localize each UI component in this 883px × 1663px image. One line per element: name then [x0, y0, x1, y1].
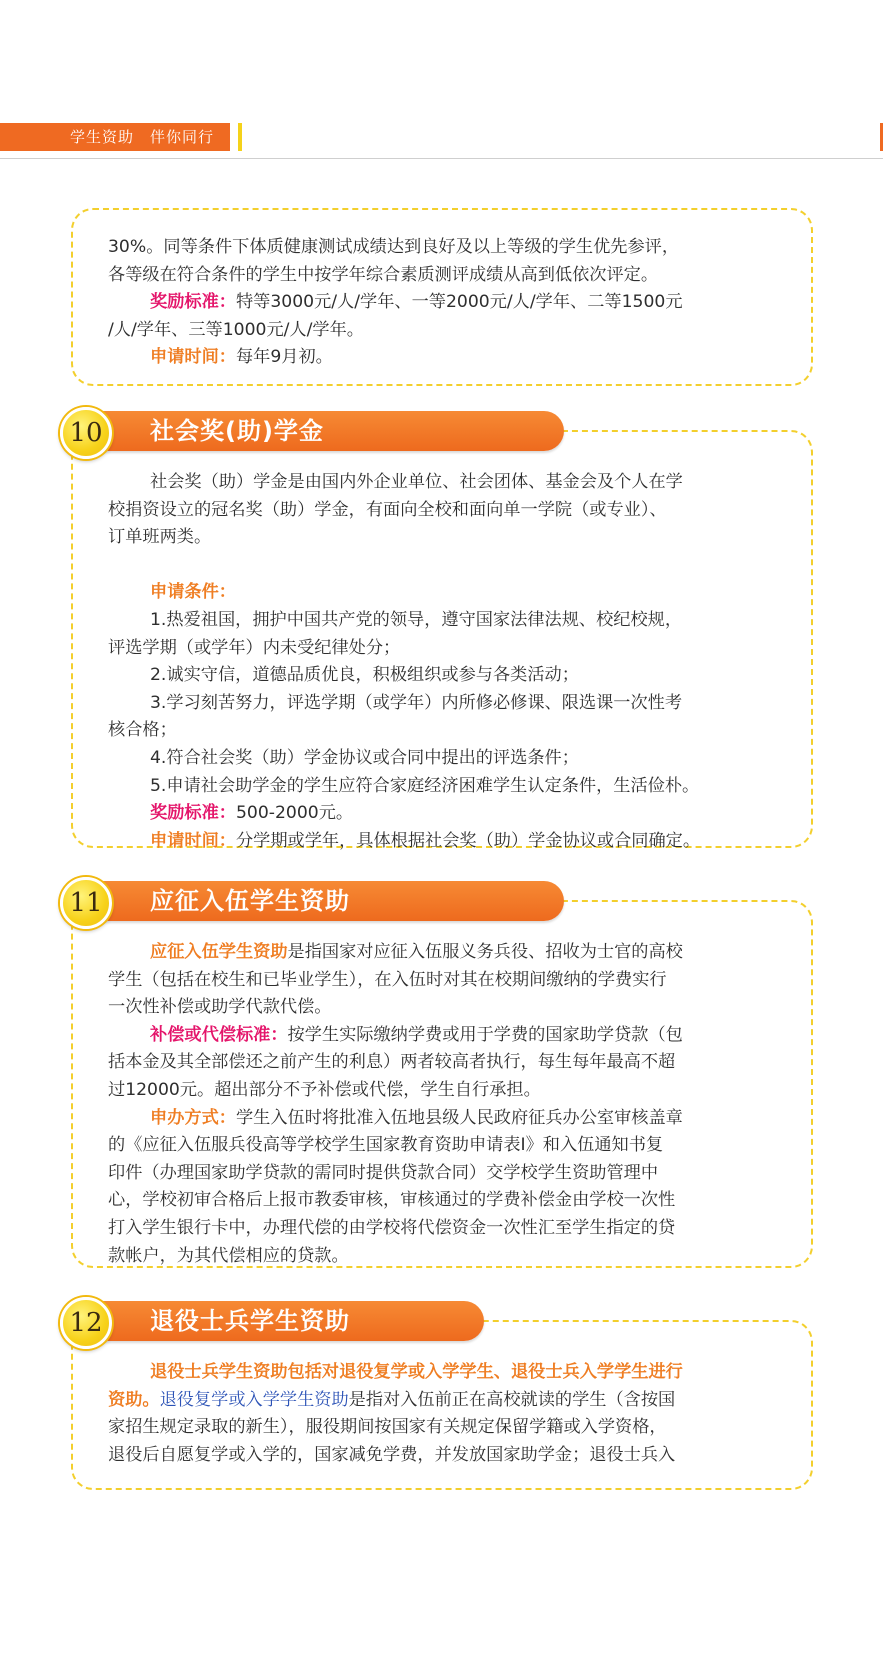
section-12-title: 退役士兵学生资助	[150, 1307, 350, 1335]
condition-item: 1.热爱祖国，拥护中国共产党的领导，遵守国家法律法规、校纪校规，	[150, 609, 683, 630]
condition-item: 2.诚实守信，道德品质优良，积极组织或参与各类活动；	[150, 665, 579, 686]
procedure-line	[108, 1105, 778, 1133]
section-11-title: 应征入伍学生资助	[150, 887, 350, 915]
apply-time-line	[108, 828, 778, 856]
paragraph-line: /人/学年、三等1000元/人/学年。	[108, 319, 364, 340]
conditions-label: 申请条件：	[150, 582, 236, 603]
procedure-label: 申办方式：	[150, 1107, 236, 1128]
spacer	[108, 552, 778, 580]
paragraph-line: 的《应征入伍服兵役高等学校学生国家教育资助申请表Ⅰ》和入伍通知书复	[108, 1135, 664, 1156]
section-10-number-badge: 10	[60, 407, 112, 459]
top-box-text	[108, 234, 778, 372]
highlight-term: 退役复学或入学学生资助	[159, 1389, 349, 1410]
reward-standard-value: 500-2000元。	[235, 803, 354, 824]
section-11-header	[60, 877, 570, 925]
paragraph-line	[108, 939, 778, 967]
header-band: 学生资助 伴你同行	[0, 123, 230, 151]
condition-item: 3.学习刻苦努力，评选学期（或学年）内所修必修课、限选课一次性考	[150, 692, 683, 713]
paragraph-line: 学生（包括在校生和已毕业学生），在入伍时对其在校期间缴纳的学费实行	[108, 969, 667, 990]
apply-time-value: 分学期或学年，具体根据社会奖（助）学金协议或合同确定。	[235, 830, 701, 851]
condition-item: 5.申请社会助学金的学生应符合家庭经济困难学生认定条件，生活俭朴。	[150, 775, 700, 796]
intro-text: 是指国家对应征入伍服义务兵役、招收为士官的高校	[287, 942, 683, 962]
condition-item: 评选学期（或学年）内未受纪律处分；	[108, 637, 401, 658]
procedure-text: 学生入伍时将批准入伍地县级人民政府征兵办公室审核盖章	[235, 1107, 683, 1128]
paragraph-text: 是指对入伍前正在高校就读的学生（含按国	[348, 1389, 676, 1410]
reward-standard-line	[108, 289, 778, 317]
section-12-text	[108, 1359, 778, 1469]
section-10-header	[60, 407, 570, 455]
paragraph-line	[108, 1387, 778, 1415]
compensation-line	[108, 1022, 778, 1050]
apply-time-label: 申请时间：	[150, 830, 236, 851]
paragraph-line: 校捐资设立的冠名奖（助）学金，有面向全校和面向单一学院（或专业）、	[108, 499, 667, 520]
paragraph-line: 款帐户，为其代偿相应的贷款。	[108, 1245, 349, 1266]
header-divider	[0, 158, 883, 159]
section-11-number-badge: 11	[60, 877, 112, 929]
apply-time-value: 每年9月初。	[235, 347, 333, 368]
intro-label: 应征入伍学生资助	[150, 942, 288, 962]
compensation-text: 按学生实际缴纳学费或用于学费的国家助学贷款（包	[287, 1024, 683, 1045]
compensation-label: 补偿或代偿标准：	[150, 1024, 288, 1045]
paragraph-line: 印件（办理国家助学贷款的需同时提供贷款合同）交学校学生资助管理中	[108, 1162, 659, 1183]
section-10-title: 社会奖(助)学金	[150, 417, 324, 445]
condition-item: 4.符合社会奖（助）学金协议或合同中提出的评选条件；	[150, 747, 579, 768]
section-10-text	[108, 469, 778, 855]
paragraph-line: 家招生规定录取的新生），服役期间按国家有关规定保留学籍或入学资格，	[108, 1417, 667, 1438]
section-12-number-badge: 12	[60, 1297, 112, 1349]
condition-item: 核合格；	[108, 720, 177, 741]
paragraph-line: 过12000元。超出部分不予补偿或代偿，学生自行承担。	[108, 1079, 541, 1100]
paragraph-line: 退役后自愿复学或入学的，国家减免学费，并发放国家助学金；退役士兵入	[108, 1444, 676, 1465]
section-12-header	[60, 1297, 490, 1345]
header-accent-bar	[238, 123, 242, 151]
lead-line: 退役士兵学生资助包括对退役复学或入学学生、退役士兵入学学生进行	[150, 1362, 683, 1382]
apply-time-line	[108, 344, 778, 372]
reward-standard-value: 特等3000元/人/学年、一等2000元/人/学年、二等1500元	[235, 292, 683, 313]
lead-text: 资助。	[108, 1389, 160, 1410]
apply-time-label: 申请时间：	[150, 347, 236, 368]
paragraph-line: 各等级在符合条件的学生中按学年综合素质测评成绩从高到低依次评定。	[108, 264, 659, 285]
reward-standard-line	[108, 800, 778, 828]
paragraph-line: 打入学生银行卡中，办理代偿的由学校将代偿资金一次性汇至学生指定的贷	[108, 1217, 676, 1238]
paragraph-line: 社会奖（助）学金是由国内外企业单位、社会团体、基金会及个人在学	[150, 472, 683, 492]
paragraph-line: 心，学校初审合格后上报市教委审核，审核通过的学费补偿金由学校一次性	[108, 1190, 676, 1211]
paragraph-line: 30%。同等条件下体质健康测试成绩达到良好及以上等级的学生优先参评，	[108, 237, 680, 257]
section-11-text	[108, 939, 778, 1270]
reward-standard-label: 奖励标准：	[150, 803, 236, 824]
paragraph-line: 一次性补偿或助学代款代偿。	[108, 997, 332, 1018]
paragraph-line: 订单班两类。	[108, 527, 212, 548]
reward-standard-label: 奖励标准：	[150, 292, 236, 313]
paragraph-line: 括本金及其全部偿还之前产生的利息）两者较高者执行，每生每年最高不超	[108, 1052, 676, 1073]
